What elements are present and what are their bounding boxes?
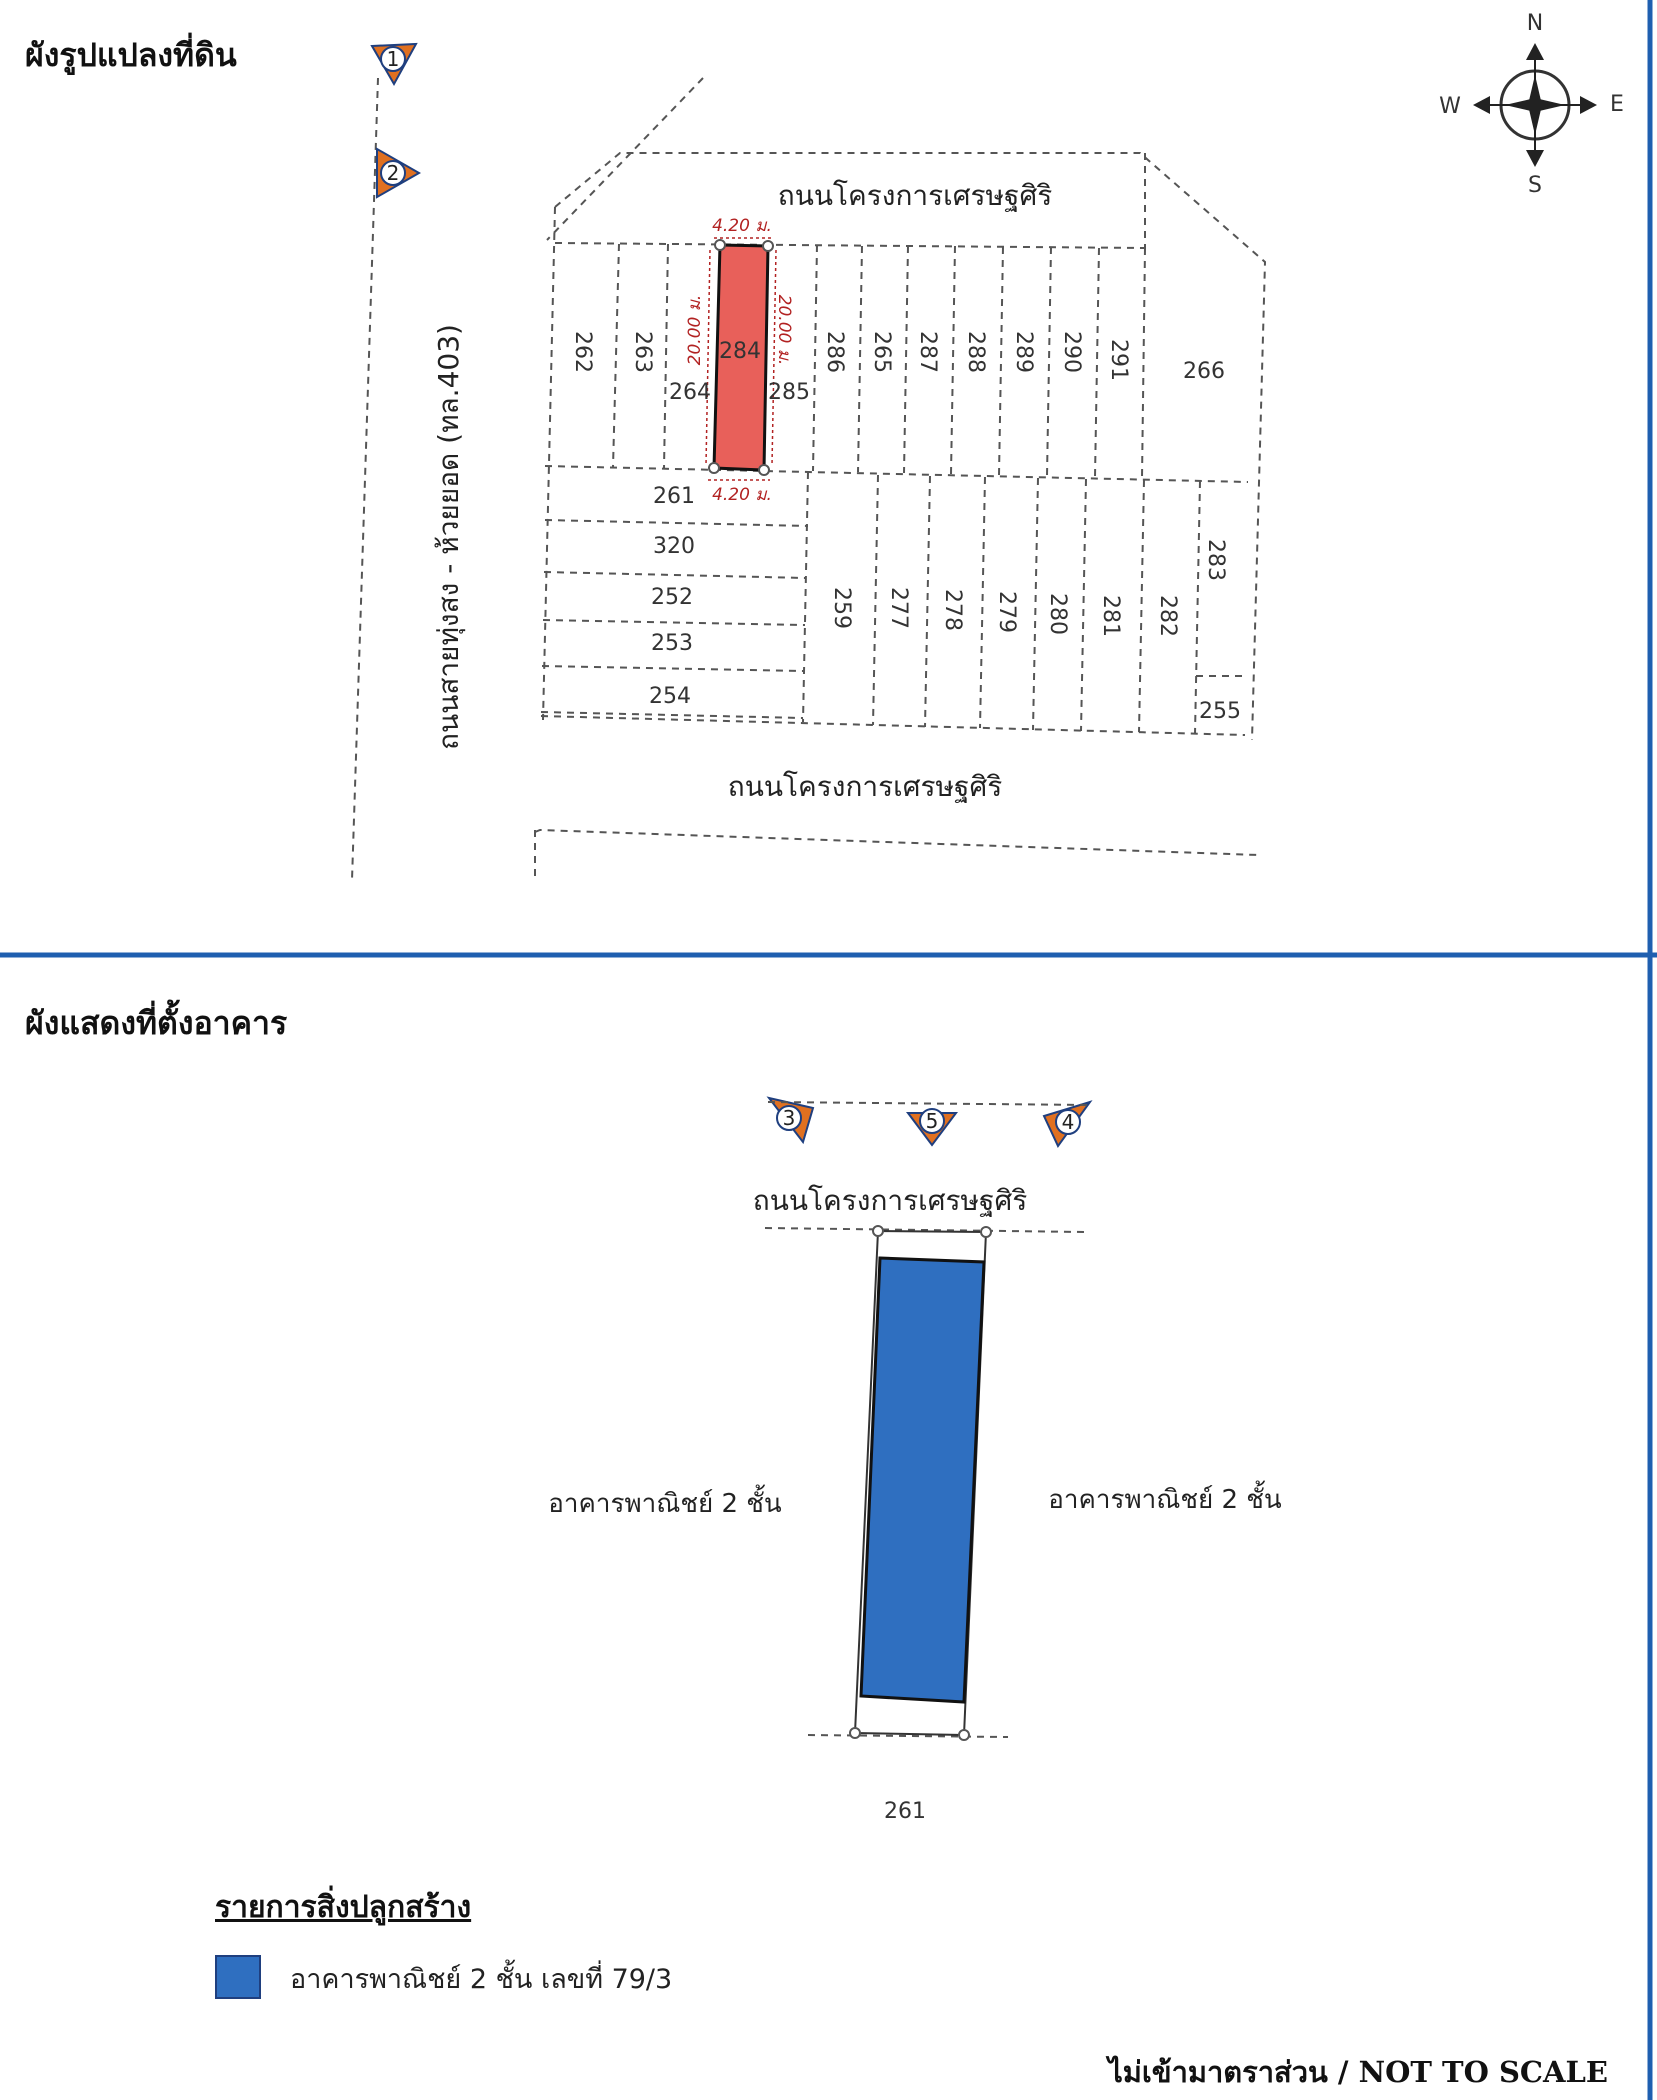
legend-title: รายการสิ่งปลูกสร้าง [215, 1890, 472, 1925]
svg-text:3: 3 [782, 1106, 796, 1130]
svg-text:1: 1 [386, 47, 400, 71]
not-to-scale-note: ไม่เข้ามาตราส่วน / NOT TO SCALE [1108, 2055, 1608, 2089]
svg-text:5: 5 [925, 1109, 939, 1133]
parcel-divider [999, 247, 1003, 475]
parcel-label: 290 [1059, 331, 1084, 373]
parcel-label: 277 [886, 587, 911, 629]
photo-marker-icon [372, 44, 416, 84]
parcel-label: 261 [653, 484, 695, 509]
rear-parcel-label: 261 [884, 1799, 926, 1824]
photo-marker-icon [377, 149, 419, 197]
parcel-divider [904, 246, 908, 473]
parcel-divider [1095, 248, 1099, 477]
compass-icon [1473, 43, 1597, 167]
parcel-line [542, 666, 804, 671]
parcel-label: 280 [1045, 593, 1070, 635]
parcel-block-west-edge [543, 207, 555, 720]
boundary-pin [709, 463, 719, 473]
boundary-pin [759, 465, 769, 475]
parcel-label: 255 [1199, 699, 1241, 724]
boundary-pin [959, 1730, 969, 1740]
boundary-pin [715, 240, 725, 250]
svg-text:4: 4 [1061, 1110, 1075, 1134]
legend-item-label: อาคารพาณิชย์ 2 ชั้น เลขที่ 79/3 [290, 1964, 673, 1995]
parcel-divider [873, 475, 878, 725]
parcel-label: 279 [994, 591, 1019, 633]
boundary-pin [981, 1227, 991, 1237]
neighbor-right-label: อาคารพาณิชย์ 2 ชั้น [1048, 1485, 1282, 1515]
dimension-top: 4.20 ม. [712, 216, 772, 236]
parcel-label: 320 [653, 534, 695, 559]
parcel-label: 253 [651, 631, 693, 656]
boundary-pin [763, 241, 773, 251]
parcel-label: 287 [915, 331, 940, 373]
parcel-divider [813, 245, 817, 471]
parcel-divider [1195, 481, 1200, 734]
parcel-label: 286 [822, 331, 847, 373]
parcel-divider [664, 244, 668, 468]
compass-east-label: E [1610, 92, 1624, 117]
building-location-heading: ผังแสดงที่ตั้งอาคาร [25, 1004, 288, 1042]
compass-north-label: N [1526, 11, 1544, 36]
parcel-label: 254 [649, 684, 691, 709]
parcel-divider [613, 244, 619, 467]
main-road-label: ถนนสายทุ่งสง - ห้วยยอด (ทล.403) [432, 324, 465, 750]
boundary-pin [850, 1728, 860, 1738]
parcel-divider [980, 477, 985, 728]
compass-south-label: S [1528, 173, 1542, 198]
parcel-line [545, 520, 808, 526]
parcel-divider-266 [1142, 248, 1145, 478]
parcel-label: 278 [940, 589, 965, 631]
parcel-label: 265 [869, 331, 894, 373]
main-road-diagonal-edge [547, 78, 703, 240]
photo-marker-icon [908, 1109, 956, 1145]
neighbor-left-label: อาคารพาณิชย์ 2 ชั้น [548, 1489, 782, 1519]
parcel-label: 262 [570, 331, 595, 373]
svg-text:2: 2 [386, 161, 400, 185]
project-road-top-label: ถนนโครงการเศรษฐศิริ [777, 179, 1053, 212]
site-road-line [768, 1102, 1090, 1105]
compass-west-label: W [1439, 94, 1461, 119]
dimension-left: 20.00 ม. [685, 294, 705, 366]
parcel-label: 259 [829, 587, 854, 629]
parcel-label: 282 [1155, 595, 1180, 637]
photo-marker-icon [769, 1098, 813, 1142]
building-footprint-79-3 [861, 1258, 984, 1702]
parcel-divider [1139, 480, 1144, 732]
legend-swatch [216, 1956, 260, 1998]
parcel-label-subject: 284 [719, 339, 761, 364]
parcel-label: 288 [963, 331, 988, 373]
boundary-pin [873, 1226, 883, 1236]
parcel-label: 289 [1011, 331, 1036, 373]
parcel-divider [1081, 479, 1086, 731]
parcel-label: 264 [669, 380, 711, 405]
parcel-label: 285 [768, 380, 810, 405]
parcel-line [543, 620, 805, 625]
parcel-divider [858, 246, 862, 472]
parcel-label: 252 [651, 585, 693, 610]
parcel-label: 281 [1098, 595, 1123, 637]
main-road-edge-left [352, 78, 378, 880]
parcel-divider [951, 246, 955, 474]
parcel-line [544, 572, 806, 578]
project-road-bottom-boundary [535, 830, 1258, 855]
parcel-label: 283 [1203, 539, 1228, 581]
parcel-divider [925, 476, 930, 727]
parcel-label: 291 [1106, 339, 1131, 381]
parcel-divider [1033, 478, 1038, 730]
dimension-line-left [706, 250, 710, 465]
project-road-bottom-label: ถนนโครงการเศรษฐศิริ [727, 770, 1003, 803]
parcel-divider [803, 472, 808, 722]
parcel-label: 266 [1183, 359, 1225, 384]
parcel-map-heading: ผังรูปแปลงที่ดิน [25, 36, 237, 74]
parcel-divider [1047, 247, 1051, 476]
site-road-label: ถนนโครงการเศรษฐศิริ [752, 1184, 1028, 1217]
site-rear-line [808, 1735, 1008, 1737]
dimension-right: 20.00 ม. [774, 294, 794, 366]
top-row-north-line [555, 243, 1145, 248]
parcel-label: 263 [630, 331, 655, 373]
dimension-bottom: 4.20 ม. [712, 485, 772, 505]
photo-marker-icon [1044, 1102, 1090, 1146]
